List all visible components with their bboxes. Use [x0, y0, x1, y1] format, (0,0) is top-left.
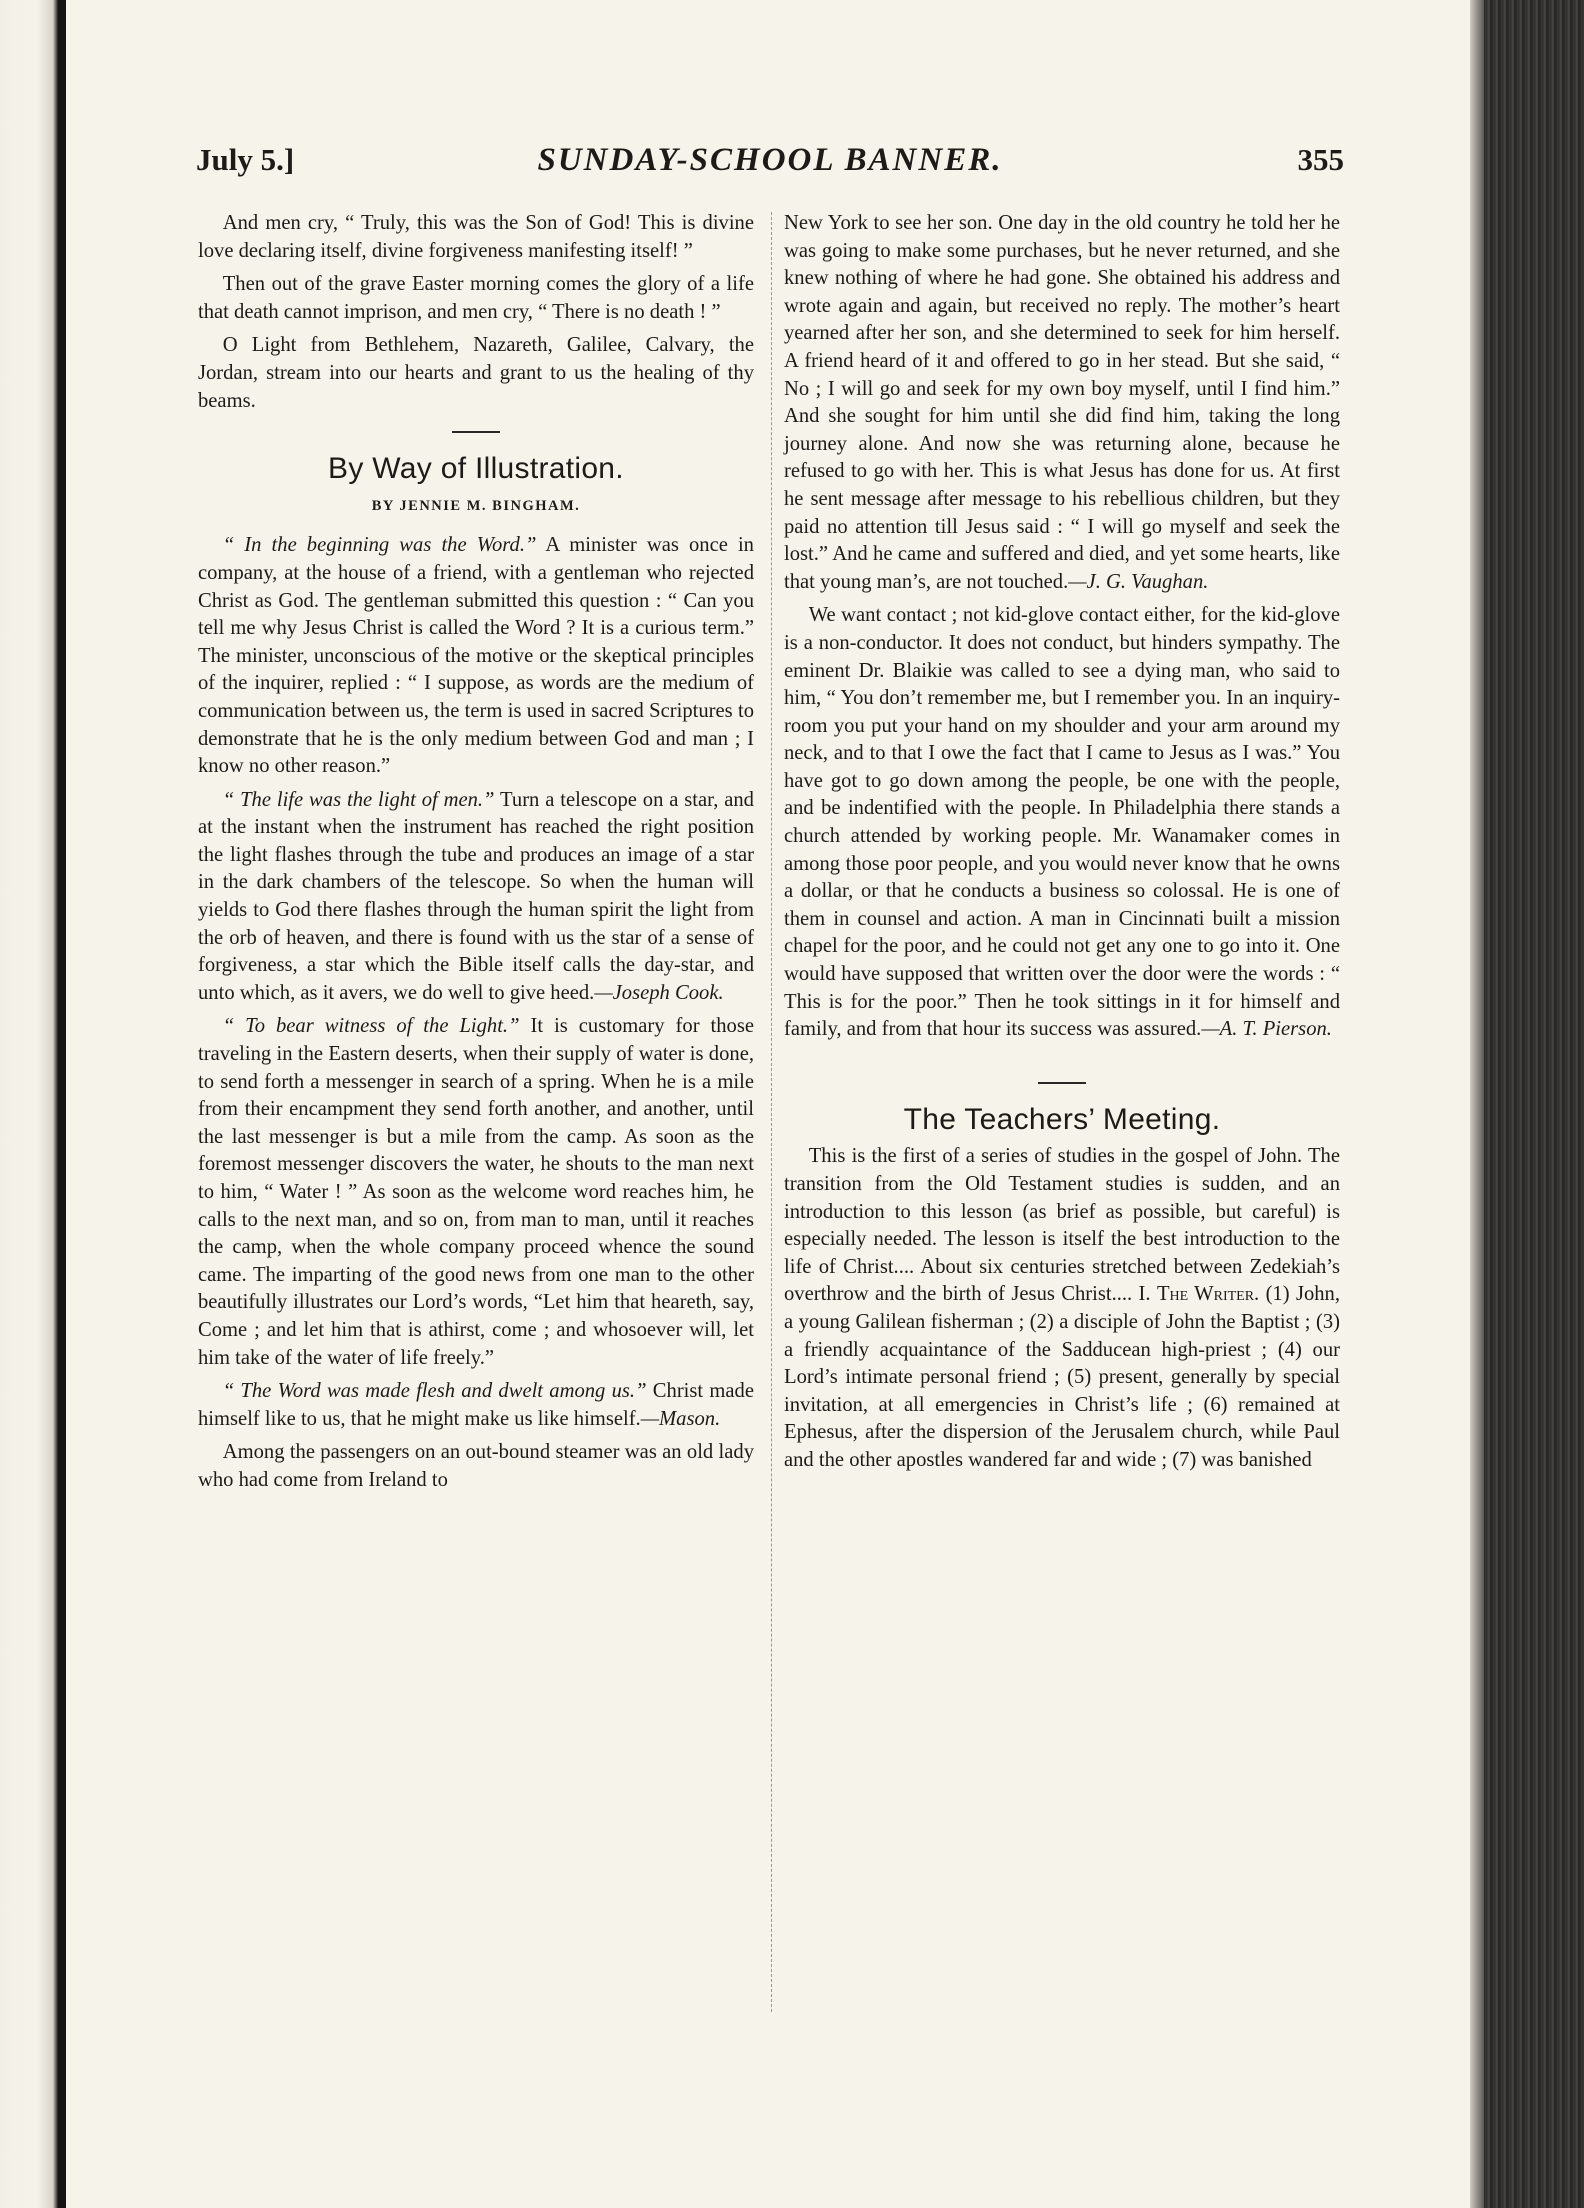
- section-heading: By Way of Illustration.: [328, 452, 624, 486]
- section-heading: The Teachers’ Meeting.: [903, 1102, 1221, 1136]
- scripture-quote: “ To bear witness of the Light.”: [222, 1015, 520, 1038]
- paragraph: This is the first of a series of studies in the gospel of John. The transition from the Old Testament studies is sudden, and an introduction to this lesson (as brief as possible, but careful) is especially needed. The lesson is itself the best introduction to the life of Christ.... About six centuries stretched between Zedekiah’s overthrow and the birth of Jesus Christ.... I. The Writer. (1) John, a young Galilean fisherman ; (2) a disciple of John the Baptist ; (3) a friendly acquaintance of the Sadducean high-priest ; (4) our Lord’s intimate personal friend ; (5) present, generally by special invitation, at all emergencies in Christ’s life ; (6) remained at Ephesus, after the dispersion of the Jerusalem church, while Paul and the other apostles wandered far and wide ; (7) was banished: [784, 1145, 1340, 1471]
- source-attribution: —A. T. Pierson.: [1201, 1018, 1332, 1041]
- illustration-item: “ To bear witness of the Light.” It is customary for those traveling in the Eastern deserts, when their supply of water is done, to send forth a messenger in search of a spring. When he is a mile from their encampment they send forth another, and another, until the last messenger is but a mile from the camp. As soon as the foremost messenger discovers the water, he shouts to the man next to him, “ Water ! ” As soon as the welcome word reaches him, he calls to the next man, and so on, from man to man, until it reaches the camp, when the whole company proceed whence the sound came. The imparting of the good news from one man to the other beautifully illustrates our Lord’s words, “Let him that heareth, say, Come ; and let him that is athirst, come ; and whosoever will, let him take of the water of life freely.”: [198, 1015, 754, 1369]
- scripture-quote: “ The life was the light of men.”: [222, 788, 495, 811]
- source-attribution: —Joseph Cook.: [594, 981, 724, 1004]
- paragraph: And men cry, “ Truly, this was the Son of God! This is divine love declaring itself, divine forgiveness manifesting itself! ”: [198, 212, 754, 262]
- illustration-item: “ The life was the light of men.” Turn a telescope on a star, and at the instant when the instrument has reached the right position the light flashes through the tube and produces an image of a star in the dark chambers of the telescope. So when the human will yields to God there flashes through the human spirit the light from the orb of heaven, and there is found with us the star of a sense of forgiveness, a star which the Bible itself calls the day-star, and unto which, as it avers, we do well to give heed.—Joseph Cook.: [198, 788, 754, 1004]
- paragraph: Among the passengers on an out-bound steamer was an old lady who had come from Ireland to: [198, 1441, 754, 1491]
- subheading-inline: The Writer.: [1156, 1283, 1260, 1306]
- paragraph: O Light from Bethlehem, Nazareth, Galilee, Calvary, the Jordan, stream into our hearts and grant to us the healing of thy beams.: [198, 334, 754, 412]
- paragraph: New York to see her son. One day in the old country he told her he was going to make some purchases, but he never returned, and she knew nothing of where he had gone. She obtained his address and wrote again and again, but received no reply. The mother’s heart yearned after her son, and she determined to seek for him herself. A friend heard of it and offered to go in her stead. But she said, “ No ; I will go and seek for my own boy myself, until I find him.” And she sought for him until she did find him, taking the long journey alone. And now she was returning alone, because he refused to go with her. This is what Jesus has done for us. At first he sent message after message to his rebellious children, but they paid no attention till Jesus said : “ I will go myself and seek the lost.” And he came and suffered and died, and yet some hearts, like that young man’s, are not touched.—J. G. Vaughan.: [784, 212, 1340, 593]
- page-number: 355: [1297, 142, 1344, 177]
- running-head: [196, 142, 1344, 190]
- author-byline: BY JENNIE M. BINGHAM.: [371, 497, 581, 514]
- source-attribution: —Mason.: [640, 1407, 721, 1430]
- column-divider: [771, 212, 773, 2012]
- illustration-item: “ In the beginning was the Word.” A minister was once in company, at the house of a friend, with a gentleman who rejected Christ as God. The gentleman submitted this question : “ Can you tell me why Jesus Christ is called the Word ? It is a curious term.” The minister, unconscious of the motive or the skeptical principles of the inquirer, replied : “ I suppose, as words are the medium of communication between us, the term is used in sacred Scriptures to demonstrate that he is the only medium between God and man ; I know no other reason.”: [198, 534, 754, 778]
- book-edge-pages: [1470, 0, 1584, 2208]
- paragraph: Then out of the grave Easter morning comes the glory of a life that death cannot imprison, and men cry, “ There is no death ! ”: [198, 273, 754, 323]
- left-column: [198, 210, 754, 1501]
- paragraph: We want contact ; not kid-glove contact either, for the kid-glove is a non-conductor. It does not conduct, but hinders sympathy. The eminent Dr. Blaikie was called to see a dying man, who said to him, “ You don’t remember me, but I remember you. In an inquiry-room you put your hand on my shoulder and your arm around my neck, and to that I owe the fact that I came to Jesus as I was.” You have got to go down among the people, be one with the people, and be indentified with the people. In Philadelphia there stands a church attended by working people. Mr. Wanamaker comes in among those poor people, and you would never know that he owns a dollar, or that he conducts a business so colossal. He is one of them in counsel and action. A man in Cincinnati built a mission chapel for the poor, and he could not get any one to go into it. One would have supposed that written over the door were the words : “ This is for the poor.” Then he took sittings in it for himself and family, and from that hour its success was assured.—A. T. Pierson.: [784, 604, 1340, 1041]
- section-rule: [452, 431, 500, 433]
- source-attribution: —J. G. Vaughan.: [1068, 570, 1209, 593]
- left-page-edge: [0, 0, 66, 2208]
- scripture-quote: “ In the beginning was the Word.”: [222, 534, 537, 557]
- illustration-item: “ The Word was made flesh and dwelt among us.” Christ made himself like to us, that he might make us like himself.—Mason.: [198, 1380, 754, 1430]
- section-rule: [1038, 1082, 1086, 1084]
- publication-title: SUNDAY-SCHOOL BANNER.: [537, 142, 1003, 178]
- issue-date: July 5.]: [196, 142, 295, 177]
- scripture-quote: “ The Word was made flesh and dwelt among us.”: [222, 1380, 647, 1403]
- right-column: [784, 210, 1340, 1481]
